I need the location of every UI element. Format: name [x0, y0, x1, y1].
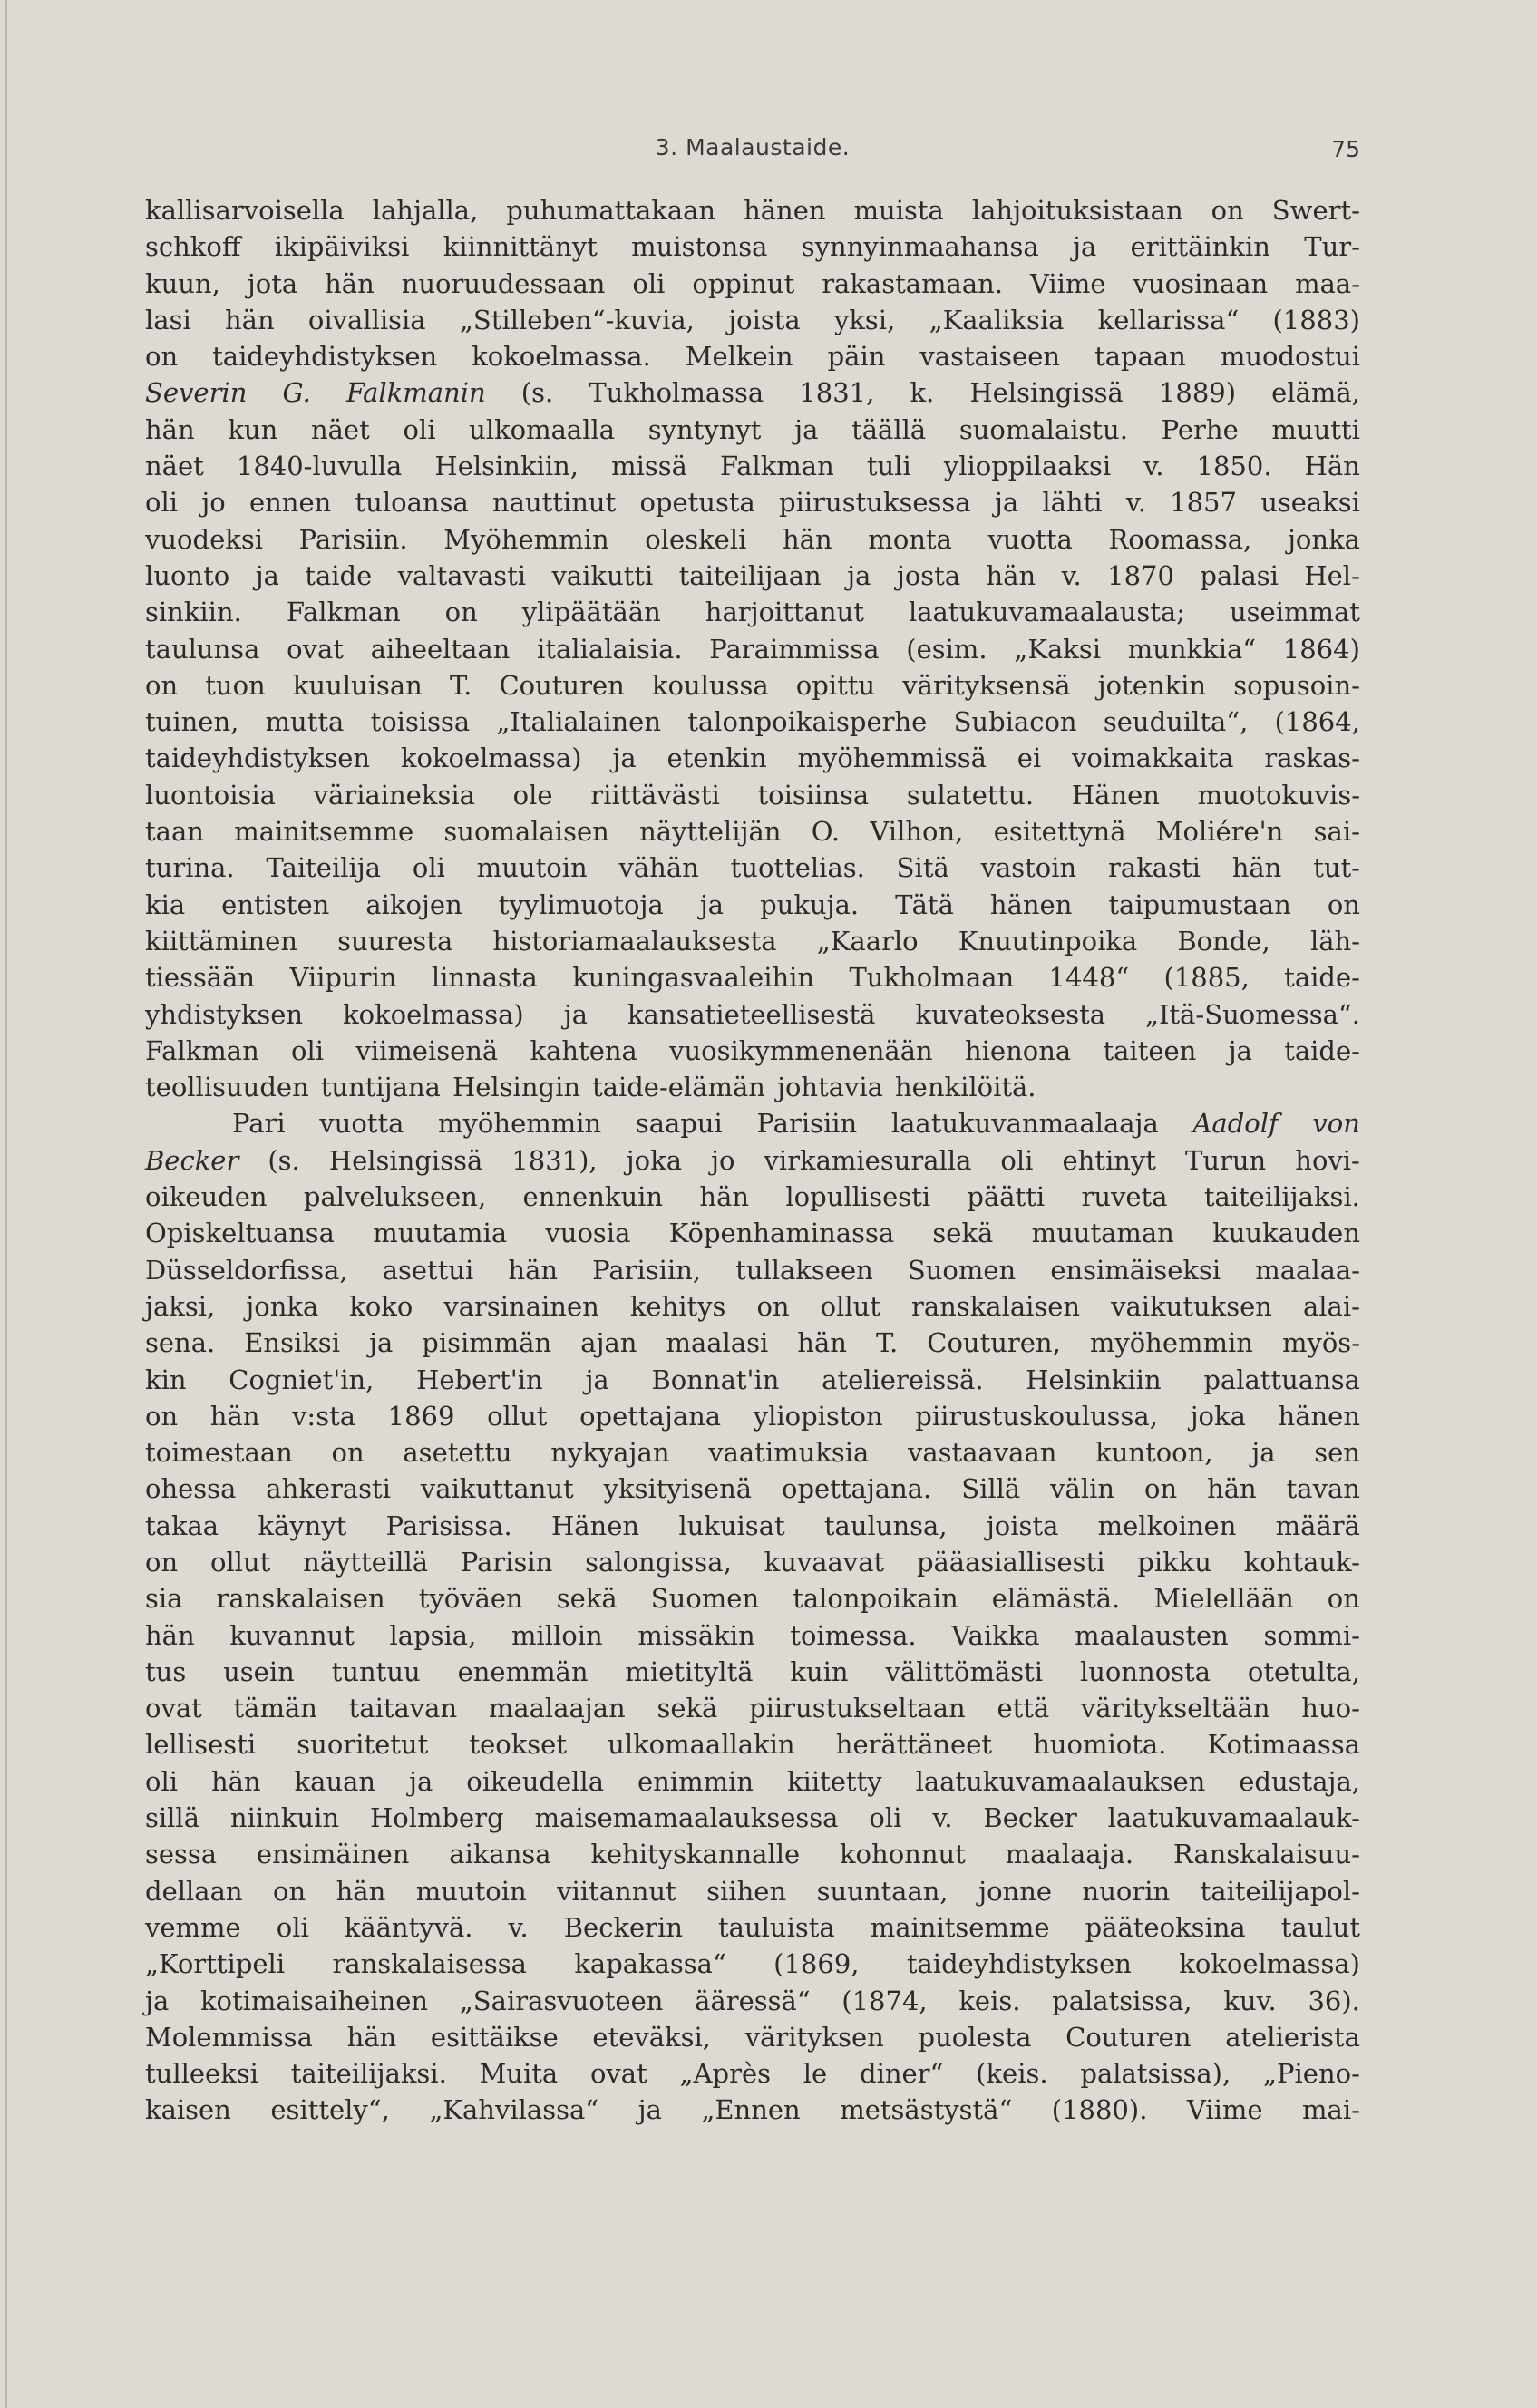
text-line: on tuon kuuluisan T. Couturen koulussa opittu värityksensä jotenkin sopusoin- [145, 669, 1360, 701]
text-line: taan mainitsemme suomalaisen näyttelijän O. Vilhon, esitettynä Moliére'n sai- [145, 816, 1360, 848]
text-line: kaisen esittely“, „Kahvilassa“ ja „Ennen metsästystä“ (1880). Viime mai- [145, 2094, 1360, 2126]
text-line: Becker (s. Helsingissä 1831), joka jo virkamiesuralla oli ehtinyt Turun hovi- [145, 1144, 1360, 1176]
text-line: luonto ja taide valtavasti vaikutti taiteilijaan ja josta hän v. 1870 palasi Hel- [145, 559, 1360, 591]
text-line: Severin G. Falkmanin (s. Tukholmassa 1831, k. Helsingissä 1889) elämä, [145, 377, 1360, 409]
text-line: hän kun näet oli ulkomaalla syntynyt ja täällä suomalaistu. Perhe muutti [145, 413, 1360, 445]
text-line: kin Cogniet'in, Hebert'in ja Bonnat'in ateliereissä. Helsinkiin palattuansa [145, 1364, 1360, 1395]
text-line: sena. Ensiksi ja pisimmän ajan maalasi hän T. Couturen, myöhemmin myös- [145, 1327, 1360, 1359]
text-line: luontoisia väriaineksia ole riittävästi toisiinsa sulatettu. Hänen muotokuvis- [145, 779, 1360, 811]
page-number: 75 [1331, 136, 1360, 162]
text-line: jaksi, jonka koko varsinainen kehitys on ollut ranskalaisen vaikutuksen alai- [145, 1290, 1360, 1322]
text-line: näet 1840-luvulla Helsinkiin, missä Falkman tuli ylioppilaaksi v. 1850. Hän [145, 451, 1360, 482]
text-line: vemme oli kääntyvä. v. Beckerin tauluista mainitsemme pääteoksina taulut [145, 1911, 1360, 1943]
text-line: takaa käynyt Parisissa. Hänen lukuisat taulunsa, joista melkoinen määrä [145, 1510, 1360, 1541]
text-line: ovat tämän taitavan maalaajan sekä piirustukseltaan että väritykseltään huo- [145, 1693, 1360, 1724]
text-line: sinkiin. Falkman on ylipäätään harjoittanut laatukuvamaalausta; useimmat [145, 597, 1360, 628]
text-line: Falkman oli viimeisenä kahtena vuosikymmenenään hienona taiteen ja taide- [145, 1034, 1360, 1066]
text-line: Pari vuotta myöhemmin saapui Parisiin laatukuvanmaalaaja Aadolf von [232, 1108, 1360, 1140]
text-line: toimestaan on asetettu nykyajan vaatimuksia vastaavaan kuntoon, ja sen [145, 1437, 1360, 1469]
text-line: taulunsa ovat aiheeltaan italialaisia. Paraimmissa (esim. „Kaksi munkkia“ 1864) [145, 633, 1360, 665]
text-line: tus usein tuntuu enemmän mietityltä kuin välittömästi luonnosta otetulta, [145, 1656, 1360, 1687]
text-line: vuodeksi Parisiin. Myöhemmin oleskeli hän monta vuotta Roomassa, jonka [145, 523, 1360, 555]
text-line: on ollut näytteillä Parisin salongissa, kuvaavat pääasiallisesti pikku kohtauk- [145, 1546, 1360, 1578]
text-line: tuinen, mutta toisissa „Italialainen talonpoikaisperhe Subiacon seuduilta“, (1864, [145, 706, 1360, 738]
running-title: 3. Maalaustaide. [655, 134, 851, 160]
text-line: ohessa ahkerasti vaikuttanut yksityisenä opettajana. Sillä välin on hän tavan [145, 1473, 1360, 1505]
text-line: schkoff ikipäiviksi kiinnittänyt muistonsa synnyinmaahansa ja erittäinkin Tur- [145, 231, 1360, 263]
text-line: oli hän kauan ja oikeudella enimmin kiitetty laatukuvamaalauksen edustaja, [145, 1765, 1360, 1797]
text-line: turina. Taiteilija oli muutoin vähän tuottelias. Sitä vastoin rakasti hän tut- [145, 852, 1360, 884]
text-line: dellaan on hän muutoin viitannut siihen suuntaan, jonne nuorin taiteilijapol- [145, 1875, 1360, 1907]
text-line: lasi hän oivallisia „Stilleben“-kuvia, joista yksi, „Kaaliksia kellarissa“ (1883) [145, 304, 1360, 335]
body-text [145, 192, 1360, 2129]
text-line: oli jo ennen tuloansa nauttinut opetusta piirustuksessa ja lähti v. 1857 useaksi [145, 487, 1360, 519]
text-line: taideyhdistyksen kokoelmassa) ja etenkin myöhemmissä ei voimakkaita raskas- [145, 743, 1360, 774]
text-line: Düsseldorfissa, asettui hän Parisiin, tullakseen Suomen ensimäiseksi maalaa- [145, 1254, 1360, 1286]
scan-edge [5, 0, 7, 2408]
text-line: sia ranskalaisen työväen sekä Suomen talonpoikain elämästä. Mielellään on [145, 1583, 1360, 1615]
text-line: oikeuden palvelukseen, ennenkuin hän lopullisesti päätti ruveta taiteilijaksi. [145, 1181, 1360, 1213]
running-head [145, 134, 1360, 167]
text-line: Molemmissa hän esittäikse eteväksi, värityksen puolesta Couturen atelierista [145, 2021, 1360, 2053]
text-line: tiessään Viipurin linnasta kuningasvaaleihin Tukholmaan 1448“ (1885, taide- [145, 962, 1360, 994]
text-line: kia entisten aikojen tyylimuotoja ja pukuja. Tätä hänen taipumustaan on [145, 888, 1360, 920]
text-line: ja kotimaisaiheinen „Sairasvuoteen ääressä“ (1874, keis. palatsissa, kuv. 36). [145, 1985, 1360, 2016]
text-line: „Korttipeli ranskalaisessa kapakassa“ (1869, taideyhdistyksen kokoelmassa) [145, 1948, 1360, 1980]
text-line: lellisesti suoritetut teokset ulkomaallakin herättäneet huomiota. Kotimaassa [145, 1729, 1360, 1761]
text-line: on taideyhdistyksen kokoelmassa. Melkein päin vastaiseen tapaan muodostui [145, 341, 1360, 373]
text-line: kuun, jota hän nuoruudessaan oli oppinut rakastamaan. Viime vuosinaan maa- [145, 267, 1360, 299]
text-line: kiittäminen suuresta historiamaalauksesta „Kaarlo Knuutinpoika Bonde, läh- [145, 925, 1360, 956]
text-line: Opiskeltuansa muutamia vuosia Köpenhaminassa sekä muutaman kuukauden [145, 1218, 1360, 1249]
text-line: on hän v:sta 1869 ollut opettajana yliopiston piirustuskoulussa, joka hänen [145, 1400, 1360, 1432]
text-line: hän kuvannut lapsia, milloin missäkin toimessa. Vaikka maalausten sommi- [145, 1619, 1360, 1651]
text-line: yhdistyksen kokoelmassa) ja kansatieteellisestä kuvateoksesta „Itä-Suomessa“. [145, 998, 1360, 1030]
text-line: kallisarvoisella lahjalla, puhumattakaan hänen muista lahjoituksistaan on Swert- [145, 195, 1360, 226]
text-line: tulleeksi taiteilijaksi. Muita ovat „Après le diner“ (keis. palatsissa), „Pieno- [145, 2058, 1360, 2090]
text-line: sillä niinkuin Holmberg maisemamaalauksessa oli v. Becker laatukuvamaalauk- [145, 1802, 1360, 1834]
text-line: sessa ensimäinen aikansa kehityskannalle kohonnut maalaaja. Ranskalaisuu- [145, 1839, 1360, 1870]
text-line: teollisuuden tuntijana Helsingin taide-elämän johtavia henkilöitä. [145, 1072, 1036, 1103]
